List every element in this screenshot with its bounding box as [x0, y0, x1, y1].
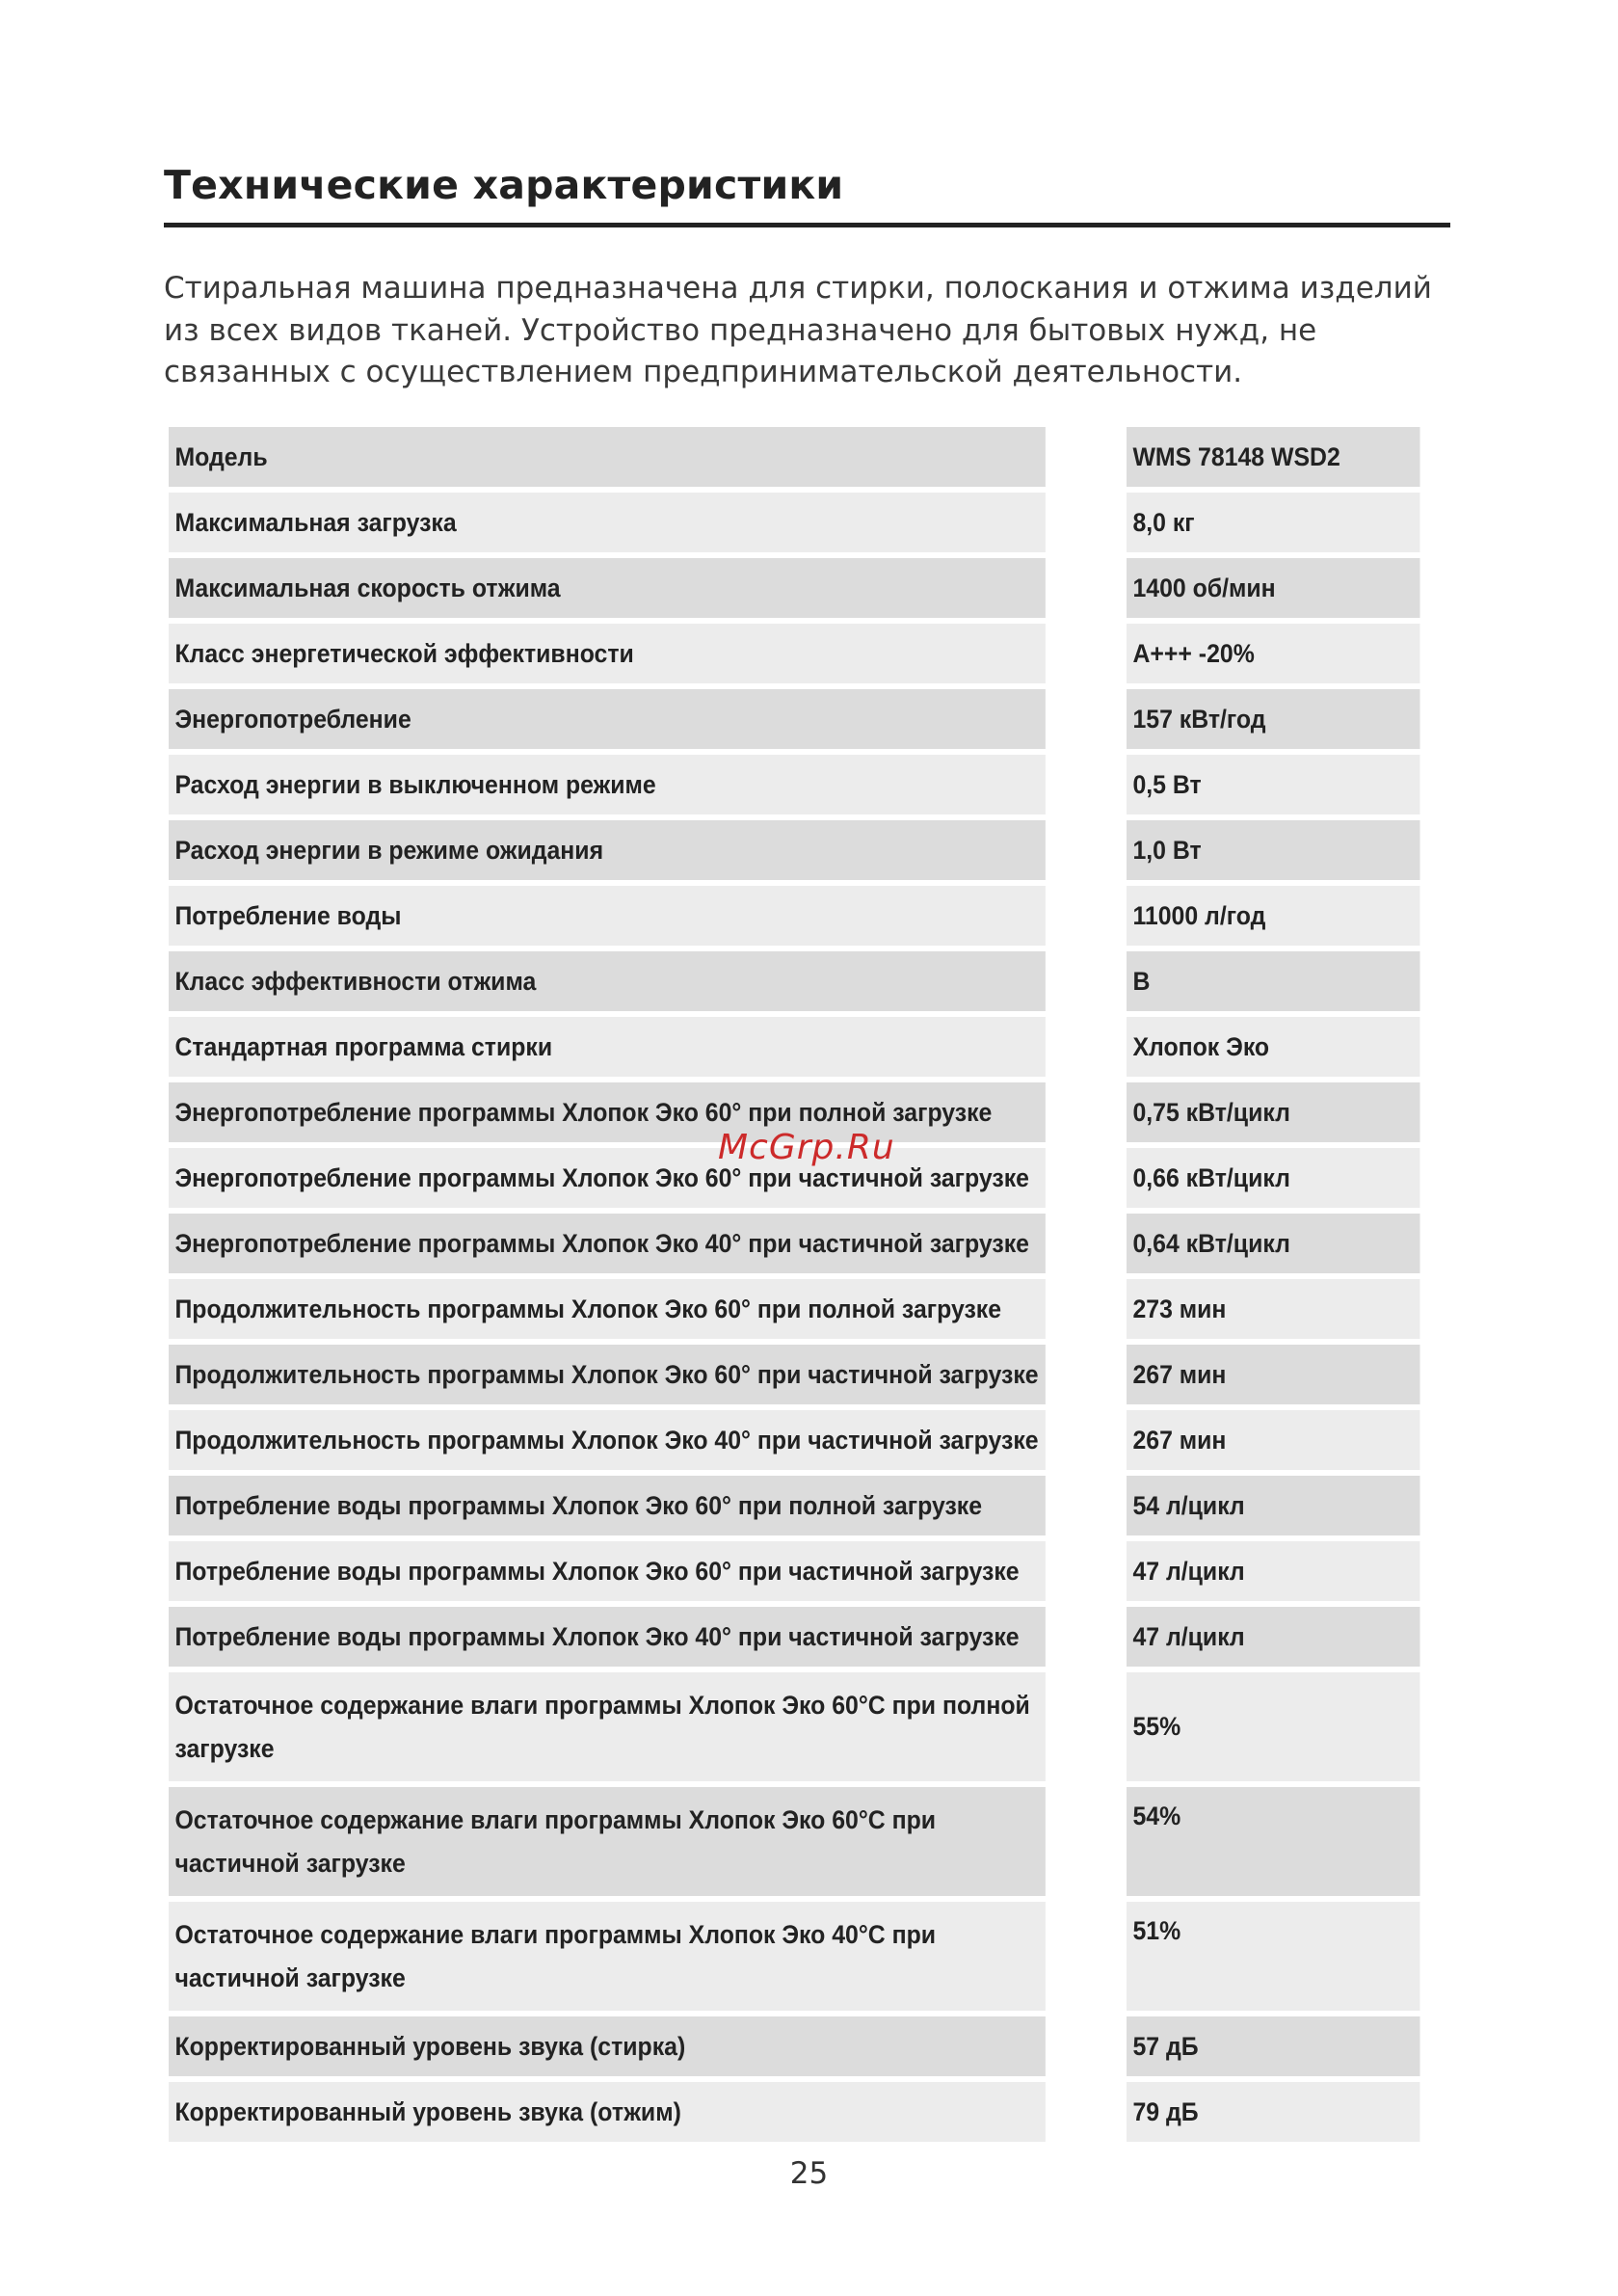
table-row — [169, 1902, 1446, 2011]
spec-label: Класс энергетической эффективности — [169, 624, 1046, 683]
table-row — [169, 2082, 1446, 2142]
table-row — [169, 2016, 1446, 2076]
spec-label: Максимальная загрузка — [169, 493, 1046, 552]
spec-label: Модель — [169, 427, 1046, 487]
spec-label: Остаточное содержание влаги программы Хлопок Эко 40°C при частичной загрузке — [169, 1902, 1046, 2011]
table-row — [169, 886, 1446, 946]
spec-value: 8,0 кг — [1127, 493, 1420, 552]
spec-value: Хлопок Эко — [1127, 1017, 1420, 1077]
table-row — [169, 624, 1446, 683]
table-row — [169, 558, 1446, 618]
spec-value: 157 кВт/год — [1127, 689, 1420, 749]
spec-label: Потребление воды программы Хлопок Эко 40° при частичной загрузке — [169, 1607, 1046, 1667]
spec-label: Продолжительность программы Хлопок Эко 40° при частичной загрузке — [169, 1410, 1046, 1470]
spec-value: 0,75 кВт/цикл — [1127, 1082, 1420, 1142]
spec-value: 0,5 Вт — [1127, 755, 1420, 814]
page-title: Технические характеристики — [164, 162, 844, 208]
spec-label: Стандартная программа стирки — [169, 1017, 1046, 1077]
spec-label: Энергопотребление — [169, 689, 1046, 749]
title-divider — [164, 223, 1450, 227]
table-row — [169, 1672, 1446, 1781]
table-row — [169, 689, 1446, 749]
table-row — [169, 951, 1446, 1011]
table-row — [169, 1345, 1446, 1404]
spec-value: 55% — [1127, 1672, 1420, 1781]
table-row — [169, 1410, 1446, 1470]
spec-value: 0,64 кВт/цикл — [1127, 1214, 1420, 1273]
spec-value: 57 дБ — [1127, 2016, 1420, 2076]
spec-value: 47 л/цикл — [1127, 1607, 1420, 1667]
spec-label: Класс эффективности отжима — [169, 951, 1046, 1011]
spec-value: WMS 78148 WSD2 — [1127, 427, 1420, 487]
spec-label: Корректированный уровень звука (отжим) — [169, 2082, 1046, 2142]
spec-value: 11000 л/год — [1127, 886, 1420, 946]
table-row — [169, 1541, 1446, 1601]
page-number: 25 — [789, 2156, 829, 2191]
spec-label: Продолжительность программы Хлопок Эко 60° при полной загрузке — [169, 1279, 1046, 1339]
spec-value: 54 л/цикл — [1127, 1476, 1420, 1535]
table-row — [169, 427, 1446, 487]
spec-label: Продолжительность программы Хлопок Эко 60° при частичной загрузке — [169, 1345, 1046, 1404]
spec-value: 273 мин — [1127, 1279, 1420, 1339]
spec-value: 54% — [1127, 1787, 1420, 1896]
table-row — [169, 820, 1446, 880]
spec-value: 267 мин — [1127, 1345, 1420, 1404]
spec-value: 267 мин — [1127, 1410, 1420, 1470]
table-row — [169, 493, 1446, 552]
spec-label: Остаточное содержание влаги программы Хлопок Эко 60°C при полной загрузке — [169, 1672, 1046, 1781]
spec-value: A+++ -20% — [1127, 624, 1420, 683]
spec-value: 51% — [1127, 1902, 1420, 2011]
table-row — [169, 1214, 1446, 1273]
spec-label: Энергопотребление программы Хлопок Эко 40° при частичной загрузке — [169, 1214, 1046, 1273]
table-row — [169, 1787, 1446, 1896]
table-row — [169, 1017, 1446, 1077]
intro-paragraph: Стиральная машина предназначена для стирки, полоскания и отжима изделий из всех видов тканей. Устройство предназначено для бытовых нужд, не связанных с осуществлением предпринимательской деятельности. — [164, 271, 1432, 389]
spec-label: Корректированный уровень звука (стирка) — [169, 2016, 1046, 2076]
spec-value: B — [1127, 951, 1420, 1011]
spec-label: Потребление воды — [169, 886, 1046, 946]
table-row — [169, 1279, 1446, 1339]
table-row — [169, 1607, 1446, 1667]
spec-value: 47 л/цикл — [1127, 1541, 1420, 1601]
table-row — [169, 1476, 1446, 1535]
spec-label: Энергопотребление программы Хлопок Эко 60° при полной загрузке — [169, 1082, 1046, 1142]
watermark: McGrp.Ru — [718, 1128, 895, 1167]
spec-label: Потребление воды программы Хлопок Эко 60° при полной загрузке — [169, 1476, 1046, 1535]
spec-label: Остаточное содержание влаги программы Хлопок Эко 60°C при частичной загрузке — [169, 1787, 1046, 1896]
spec-value: 1,0 Вт — [1127, 820, 1420, 880]
spec-label: Расход энергии в выключенном режиме — [169, 755, 1046, 814]
spec-value: 79 дБ — [1127, 2082, 1420, 2142]
spec-label: Потребление воды программы Хлопок Эко 60° при частичной загрузке — [169, 1541, 1046, 1601]
specifications-table — [164, 421, 1450, 2148]
spec-label: Энергопотребление программы Хлопок Эко 60° при частичной загрузке — [169, 1148, 1046, 1208]
spec-value: 0,66 кВт/цикл — [1127, 1148, 1420, 1208]
spec-value: 1400 об/мин — [1127, 558, 1420, 618]
table-row — [169, 755, 1446, 814]
spec-label: Максимальная скорость отжима — [169, 558, 1046, 618]
spec-label: Расход энергии в режиме ожидания — [169, 820, 1046, 880]
